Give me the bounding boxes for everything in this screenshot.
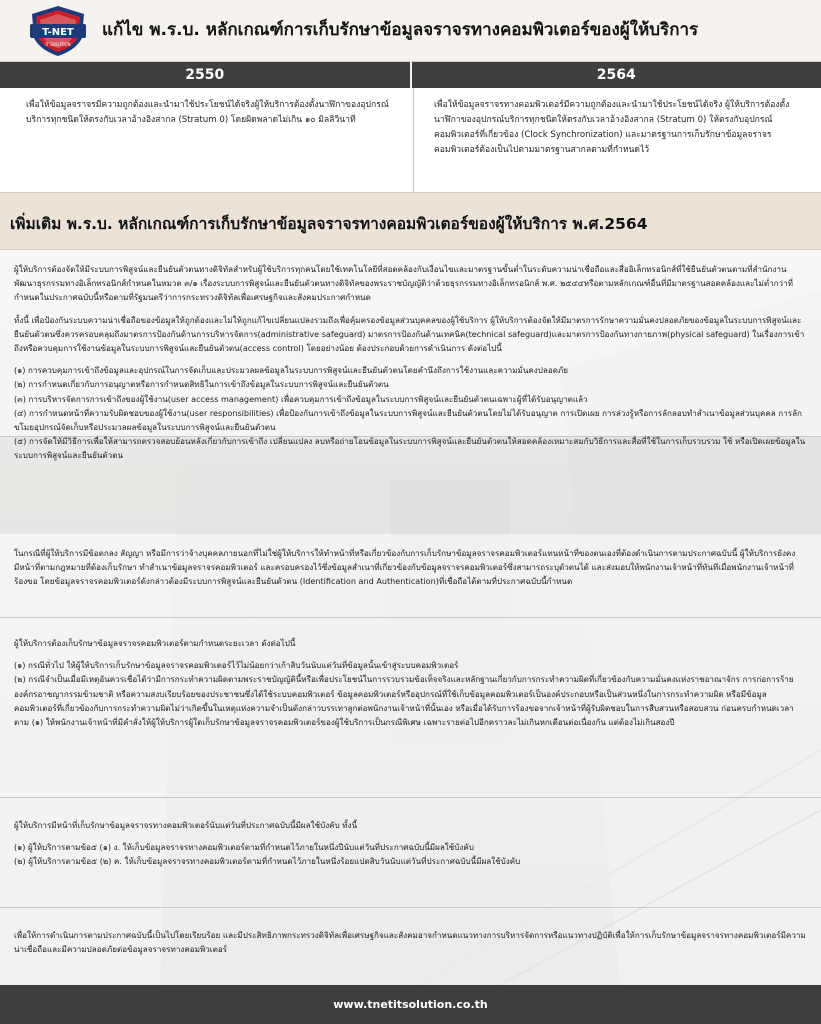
s4-item: (๑) ผู้ให้บริการตามข้อ๕ (๑) ง. ให้เก็บข้อมูลจราจรทางคอมพิวเตอร์ตามที่กำหนดไว้ภายในหนึ่งปีนับแต่วันที่ประกาศฉบับนี้มีผลใช้บังคับ	[14, 842, 474, 853]
year-header-row	[0, 62, 821, 88]
s3-item: (๑) กรณีทั่วไป ให้ผู้ให้บริการเก็บรักษาข้อมูลจราจรคอมพิวเตอร์ไว้ไม่น้อยกว่าเก้าสิบวันนับแต่วันที่ข้อมูลนั้นเข้าสู่ระบบคอมพิวเตอร์	[14, 660, 459, 671]
header	[0, 0, 821, 62]
year-2550-header: 2550	[185, 67, 225, 83]
additions-banner	[0, 192, 821, 250]
logo-text: T-NET	[42, 27, 74, 38]
comparison-2564-text: เพื่อให้ข้อมูลจราจรทางคอมพิวเตอร์มีความถูกต้องและนำมาใช้ประโยชน์ได้จริง ผู้ให้บริการต้องตั้งนาฬิกาของอุปกรณ์บริการทุกชนิดให้ตรงกับเวลาอ้างอิงสากล (Stratum 0) ให้ตรงกับอุปกรณ์คอมพิวเตอร์ที่เกี่ยวข้อง (Clock Synchronization) และมาตรฐานการเก็บรักษาข้อมูลจราจรคอมพิวเตอร์ต้องเป็นไปตามมาตรฐานสากลตามที่กำหนดไว้	[413, 88, 821, 192]
content-area	[0, 250, 821, 985]
footer	[0, 985, 821, 1024]
section-guidelines	[0, 908, 821, 985]
s1-paragraph-2: ทั้งนี้ เพื่อป้องกันระบบความน่าเชื่อถือของข้อมูลให้ถูกต้องและไม่ให้ถูกแก้ไขเปลี่ยนแปลงรวมถึงเพื่อคุ้มครองข้อมูลส่วนบุคคลของผู้ใช้บริการ ผู้ให้บริการต้องจัดให้มีมาตรการรักษาความมั่นคงปลอดภัยของข้อมูลในระบบการพิสูจน์และยืนยันตัวตนซึ่งควรครอบคลุมถึงมาตรการป้องกันด้านการบริหารจัดการ(administrative safeguard) มาตรการป้องกันด้านเทคนิค(technical safeguard)และมาตรการป้องกันทางกายภาพ(physical safeguard) ในเรื่องการเข้าถึงหรือควบคุมการใช้งานข้อมูลในระบบการพิสูจน์และยืนยันตัวตน(access control) โดยอย่างน้อย ต้องประกอบด้วยการดำเนินการ ดังต่อไปนี้	[14, 314, 805, 354]
year-2564-header: 2564	[410, 62, 821, 88]
s4-item: (๒) ผู้ให้บริการตามข้อ๕ (๒) ค. ให้เก็บข้อมูลจราจรทางคอมพิวเตอร์ตามที่กำหนดไว้ภายในหนึ่งร้อยแปดสิบวันนับแต่วันที่ประกาศฉบับนี้มีผลใช้บังคับ	[14, 856, 521, 867]
comparison-2550-text: เพื่อให้ข้อมูลจราจรมีความถูกต้องและนำมาใช้ประโยชน์ได้จริงผู้ให้บริการต้องตั้งนาฬิกาของอุปกรณ์บริการทุกชนิดให้ตรงกับเวลาอ้างอิงสากล (Stratum 0) โดยผิดพลาดไม่เกิน ๑๐ มิลลิวินาที	[26, 100, 389, 125]
section-outsourcing	[0, 534, 821, 618]
s2-paragraph: ในกรณีที่ผู้ให้บริการมีข้อตกลง สัญญา หรือมีการว่าจ้างบุคคลภายนอกที่ไม่ใช่ผู้ให้บริการให้ทำหน้าที่หรือเกี่ยวข้องกับการเก็บรักษาข้อมูลจราจรคอมพิวเตอร์แทนหน้าที่ของตนเองที่ต้องดำเนินการตามประกาศฉบับนี้ ผู้ให้บริการยังคงมีหน้าที่ตามกฎหมายที่ต้องเก็บรักษา ทำสำเนาข้อมูลจราจรคอมพิวเตอร์ และครอบครองไว้ซึ่งข้อมูลสำเนาที่เกี่ยวข้องกับข้อมูลจราจรคอมพิวเตอร์ซึ่งสามารถระบุตัวตนได้ และส่งมอบให้พนักงานเจ้าหน้าที่ทันทีเมื่อพนักงานเจ้าหน้าที่ร้องขอ โดยข้อมูลจราจรคอมพิวเตอร์ดังกล่าวต้องมีระบบการพิสูจน์และยืนยันตัวตน (Identification and Authentication)ที่เชื่อถือได้ตามที่ประกาศฉบับนี้กำหนด	[14, 548, 796, 587]
s3-paragraph: ผู้ให้บริการต้องเก็บรักษาข้อมูลจราจรคอมพิวเตอร์ตามกำหนดระยะเวลา ดังต่อไปนี้	[14, 638, 296, 648]
s1-item: (๔) การกำหนดหน้าที่ความรับผิดชอบของผู้ใช้งาน(user responsibilities) เพื่อป้องกันการเข้าถึงข้อมูลในระบบการพิสูจน์และยืนยันตัวตนโดยไม่ได้รับอนุญาต การเปิดเผย การล่วงรู้หรือการลักลอบทำสำเนาข้อมูลส่วนบุคคล การลักขโมยอุปกรณ์จัดเก็บหรือประมวลผลข้อมูลในระบบการพิสูจน์และยืนยันตัวตน	[14, 407, 802, 433]
s3-item: (๒) กรณีจำเป็นเมื่อมีเหตุอันควรเชื่อได้ว่ามีการกระทำความผิดตามพระราชบัญญัตินี้หรือเพื่อประโยชน์ในการรวบรวมข้อเท็จจริงและหลักฐานเกี่ยวกับการกระทำความผิดที่เกี่ยวข้องกับความมั่นคงแห่งราชอาณาจักร การก่อการร้าย องค์กรอาชญากรรมข้ามชาติ หรือความสงบเรียบร้อยของประชาชนซึ่งได้ใช้ระบบคอมพิวเตอร์ ข้อมูลคอมพิวเตอร์หรืออุปกรณ์ที่ใช้เก็บข้อมูลคอมพิวเตอร์เป็นองค์ประกอบหรือเป็นส่วนหนึ่งในการกระทำความผิด หรือมีข้อมูลคอมพิวเตอร์ที่เกี่ยวข้องกับการกระทำความผิดไม่ว่าเกิดขึ้นในเหตุแห่งความจำเป็นดังกล่าวบรรเทาลูกต่อพนักงานเจ้าหน้าที่นั้นเอง หรือเมื่อได้รับการร้องขอจากเจ้าหน้าที่ผู้รับผิดชอบในการสืบสวนหรือสอบสวน ก่อนครบกำหนดเวลาตาม (๑) ให้พนักงานเจ้าหน้าที่มีคำสั่งให้ผู้ให้บริการผู้ใดเก็บรักษาข้อมูลจราจรคอมพิวเตอร์ของผู้ใช้บริการเป็นกรณีพิเศษ เฉพาะรายต่อไปอีกคราวละไม่เกินหกเดือนต่อเนื่องกัน แต่ต้องไม่เกินสองปี	[14, 674, 794, 728]
s5-paragraph: เพื่อให้การดำเนินการตามประกาศฉบับนี้เป็นไปโดยเรียบร้อย และมีประสิทธิภาพกระทรวงดิจิทัลเพื่อเศรษฐกิจและสังคมอาจกำหนดแนวทางการบริหารจัดการหรือแนวทางปฏิบัติเพื่อให้การเก็บรักษาข้อมูลจราจรทางคอมพิวเตอร์มีความน่าเชื่อถือและมีความปลอดภัยต่อข้อมูลจราจรทางคอมพิวเตอร์	[14, 930, 806, 955]
header-title: แก้ไข พ.ร.บ. หลักเกณฑ์การเก็บรักษาข้อมูลจราจรทางคอมพิวเตอร์ของผู้ให้บริการ	[102, 20, 699, 40]
s1-item: (๑) การควบคุมการเข้าถึงข้อมูลและอุปกรณ์ในการจัดเก็บและประมวลผลข้อมูลในระบบการพิสูจน์และยืนยันตัวตนโดยคำนึงถึงการใช้งานและความมั่นคงปลอดภัย	[14, 365, 569, 376]
section-identity-verification	[0, 250, 821, 461]
section-effective-dates	[0, 798, 821, 908]
s1-item: (๕) การจัดให้มีวิธีการเพื่อให้สามารถตรวจสอบย้อนหลังเกี่ยวกับการเข้าถึง เปลี่ยนแปลง ลบหรือถ่ายโอนข้อมูลในระบบการพิสูจน์และยืนยันตัวตนให้สอดคล้องเหมาะสมกับวิธีการและสื่อที่ใช้ในการเก็บรวบรวม ใช้ หรือเปิดเผยข้อมูลในระบบการพิสูจน์และยืนยันตัวตน	[14, 436, 806, 461]
section-retention-period	[0, 618, 821, 798]
logo-subtext: IT SOLUTION	[45, 42, 71, 47]
s1-paragraph-1: ผู้ให้บริการต้องจัดให้มีระบบการพิสูจน์และยืนยันตัวตนทางดิจิทัลสำหรับผู้ใช้บริการทุกคนโดยใช้เทคโนโลยีที่สอดคล้องกับเงื่อนไขและมาตรฐานขั้นต่ำในระดับความน่าเชื่อถือและสื่ออิเล็กทรอนิกส์ที่ใช้ยืนยันตัวตนตามที่สำนักงานพัฒนาธุรกรรมทางอิเล็กทรอนิกส์กำหนดในหมวด ๓/๑ เรื่องระบบการพิสูจน์และยืนยันตัวตนทางดิจิทัลของพระราชบัญญัติว่าด้วยธุรกรรมทางอิเล็กทรอนิกส์ พ.ศ. ๒๕๔๔หรือตามหลักเกณฑ์อื่นที่มีมาตรฐานสอดคล้องและไม่ต่ำกว่าที่กำหนดในประกาศฉบับนี้หรือตามที่รัฐมนตรีว่าการกระทรวงดิจิทัลเพื่อเศรษฐกิจและสังคมประกาศกำหนด	[14, 264, 793, 303]
s1-item: (๓) การบริหารจัดการการเข้าถึงของผู้ใช้งาน(user access management) เพื่อควบคุมการเข้าถึงข้อมูลในระบบการพิสูจน์และยืนยันตัวตนเฉพาะผู้ที่ได้รับอนุญาตแล้ว	[14, 393, 588, 404]
comparison-row	[0, 88, 821, 192]
s4-paragraph: ผู้ให้บริการมีหน้าที่เก็บรักษาข้อมูลจราจรทางคอมพิวเตอร์นับแต่วันที่ประกาศฉบับนี้มีผลใช้บังคับ ทั้งนี้	[14, 820, 358, 830]
additions-title: เพิ่มเติม พ.ร.บ. หลักเกณฑ์การเก็บรักษาข้อมูลจราจรทางคอมพิวเตอร์ของผู้ให้บริการ พ.ศ.2564	[10, 215, 648, 233]
website-link[interactable]: www.tnetitsolution.co.th	[333, 998, 488, 1011]
tnet-logo	[28, 4, 88, 58]
s1-item: (๒) การกำหนดเกี่ยวกับการอนุญาตหรือการกำหนดสิทธิในการเข้าถึงข้อมูลในระบบการพิสูจน์และยืนยันตัวตน	[14, 379, 389, 390]
